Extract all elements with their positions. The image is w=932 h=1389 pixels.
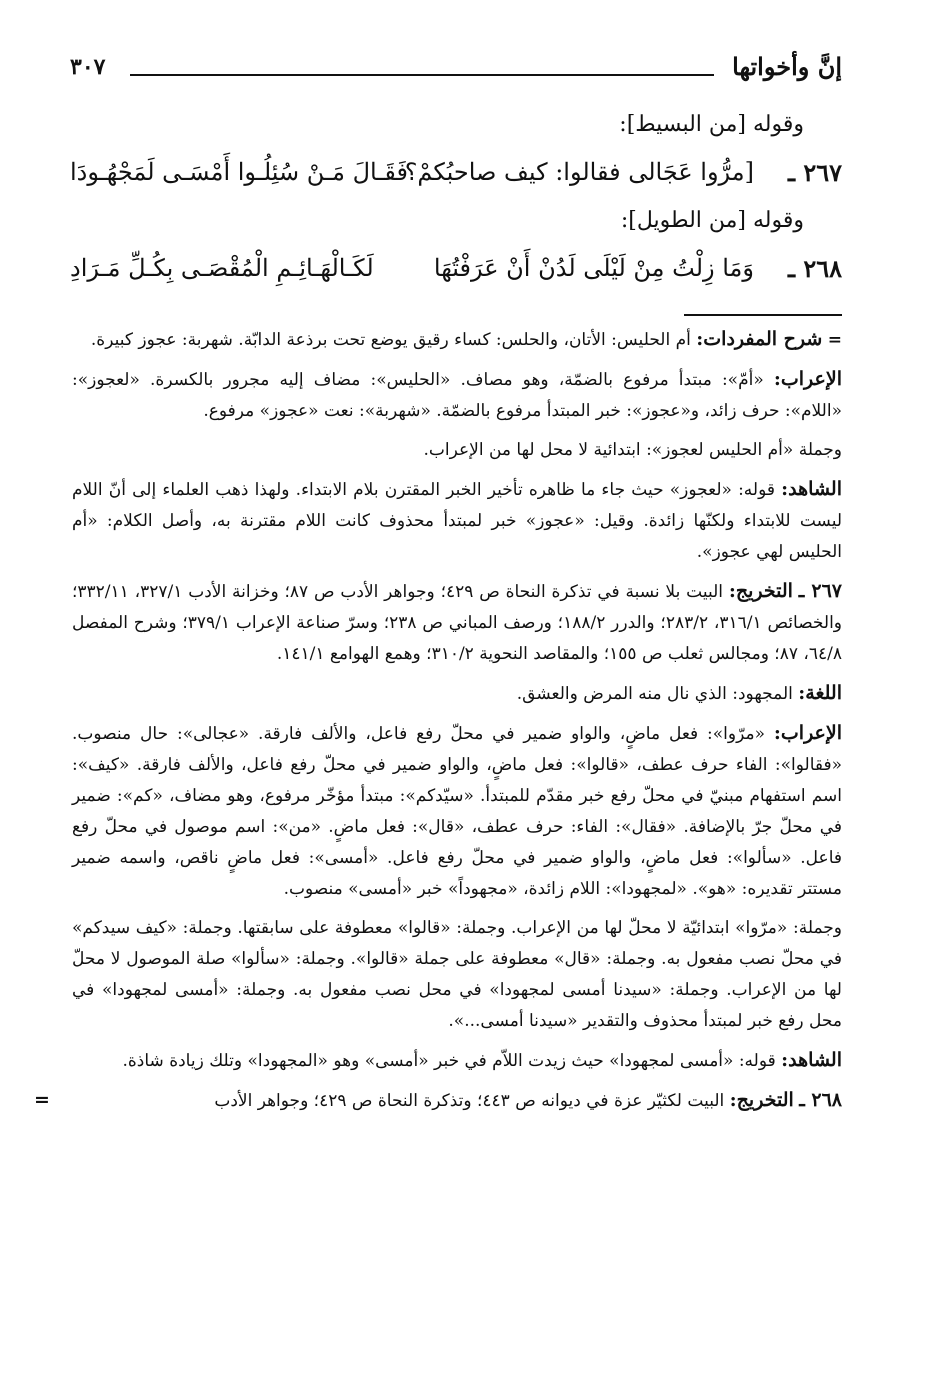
note-heading: الإعراب:	[773, 722, 843, 744]
note-text: البيت لكثيّر عزة في ديوانه ص ٤٤٣؛ وتذكرة النحاة ص ٤٢٩؛ وجواهر الأدب	[214, 1091, 725, 1111]
note-jumla-2: وجملة: «مرّوا» ابتدائيّة لا محلّ لها من الإعراب. وجملة: «قالوا» معطوفة على سابقتها. وجملة: «كيف سيدكم» في محلّ نصب مفعول به. وجملة: «قال» معطوفة على جملة «قالوا». وجملة: «سألوا» صلة الموصول لا محلّ لها من الإعراب. وجملة: «سيدنا أمسى لمجهودا» في محل نصب مفعول به. وجملة: «أمسى لمجهودا» في محل رفع خبر لمبتدأ محذوف والتقدير «سيدنا أمسى...».	[72, 918, 842, 1031]
note-shahid-1	[72, 474, 842, 568]
header-rule	[130, 74, 714, 76]
note-text: البيت بلا نسبة في تذكرة النحاة ص ٤٢٩؛ وجواهر الأدب ص ٨٧؛ وخزانة الأدب ٣٢٧/١، ٣٣٢/١١؛ والخصائص ٣١٦/١، ٢٨٣/٢؛ والدرر ١٨٨/٢؛ ورصف المباني ص ٢٣٨؛ وسرّ صناعة الإعراب ٣٧٩/١؛ وشرح المفصل ٦٤/٨، ٨٧؛ ومجالس ثعلب ص ١٥٥؛ والمقاصد النحوية ٣١٠/٢؛ وهمع الهوامع ١٤١/١.	[72, 582, 843, 664]
verse-first-hemistich: وَمَا زِلْتُ مِنْ لَيْلَى لَدُنْ أَنْ عَرَفْتُهَا	[433, 254, 754, 282]
verse-second-hemistich: فَقَـالَ مَـنْ سُئِلُـوا أَمْسَـى لَمَجْهُـودَا	[70, 158, 408, 186]
note-heading: التخريج:	[729, 1089, 794, 1111]
note-takhrij-267	[72, 576, 842, 670]
note-number: ٢٦٨ ـ	[799, 1089, 842, 1111]
note-mufradat	[72, 324, 842, 356]
continuation-mark: =	[827, 330, 842, 350]
verse-number: ٢٦٨ ـ	[787, 254, 842, 283]
note-heading: شرح المفردات:	[696, 328, 823, 350]
note-text: «مرّوا»: فعل ماضٍ، والواو ضمير في محلّ رفع فاعل، والألف فارقة. «عجالى»: حال منصوب. «فقالوا»: الفاء حرف عطف، «قالوا»: فعل ماضٍ، والواو ضمير في محلّ رفع فاعل، والألف فارقة. «كيف»: اسم استفهام مبنيّ في محلّ رفع خبر مقدّم للمبتدأ. «سيّدكم»: مبتدأ مؤخّر مرفوع، وهو مضاف، «كم»: ضمير في محلّ جرّ بالإضافة. «فقال»: الفاء: حرف عطف، «قال»: فعل ماضٍ. «من»: اسم موصول في محلّ رفع فاعل. «سألوا»: فعل ماضٍ، والواو ضمير في محلّ رفع فاعل. «أمسى»: فعل ماضٍ ناقص، واسمه ضمير مستتر تقديره: «هو». «لمجهودا»: اللام زائدة، «مجهوداً» خبر «أمسى» منصوب.	[72, 724, 842, 899]
verse-intro-268: وقوله [من الطويل]:	[620, 208, 804, 233]
note-heading: التخريج:	[728, 580, 793, 602]
note-text: قوله: «أمسى لمجهودا» حيث زيدت اللاّم في خبر «أمسى» وهو «المجهودا» وتلك زيادة شاذة.	[122, 1051, 776, 1071]
note-takhrij-268	[34, 1085, 842, 1117]
verse-number: ٢٦٧ ـ	[787, 158, 842, 187]
note-text: قوله: «لعجوز» حيث جاء ما ظاهره تأخير الخبر المقترن بلام الابتداء. ولهذا ذهب العلماء إلى أنّ اللام ليست للابتداء ولكنّها زائدة. وقيل: «عجوز» خبر لمبتدأ محذوف كانت اللام مقترنة به، وأصل الكلام: «أم الحليس لهي عجوز».	[72, 480, 842, 562]
note-heading: اللغة:	[798, 682, 842, 704]
running-title: إنَّ وأخواتها	[732, 52, 842, 81]
note-heading: الشاهد:	[781, 478, 842, 500]
page-number: ٣٠٧	[70, 54, 106, 80]
verse-intro-267: وقوله [من البسيط]:	[619, 112, 804, 137]
footnote-rule	[684, 314, 842, 316]
note-heading: الإعراب:	[773, 368, 842, 390]
verse-first-hemistich: [مرُّوا عَجَالى فقالوا: كيف صاحبُكمْ؟	[404, 158, 754, 186]
note-heading: الشاهد:	[781, 1049, 842, 1071]
page-header	[70, 48, 842, 88]
continuation-mark: =	[34, 1089, 50, 1111]
verse-268	[70, 254, 842, 294]
footnotes	[34, 324, 843, 1125]
note-number: ٢٦٧ ـ	[798, 580, 843, 602]
verse-second-hemistich: لَكَـالْهَـائِـمِ الْمُقْصَـى بِكُـلِّ مَـرَادِ	[70, 254, 374, 282]
note-text: «أمّ»: مبتدأ مرفوع بالضمّة، وهو مصاف. «الحليس»: مضاف إليه مجرور بالكسرة. «لعجوز»: «اللام»: حرف زائد، و«عجوز»: خبر المبتدأ مرفوع بالضمّة. «شهربة»: نعت «عجوز» مرفوع.	[72, 370, 842, 421]
verse-267	[70, 158, 842, 198]
note-shahid-2	[72, 1045, 842, 1077]
note-irab-1	[72, 364, 842, 427]
note-lugha	[72, 678, 842, 710]
note-text: أم الحليس: الأتان، والحلس: كساء رقيق يوضع تحت برذعة الدابّة. شهربة: عجوز كبيرة.	[90, 330, 691, 350]
note-irab-2	[72, 718, 842, 905]
note-text: المجهود: الذي نال منه المرض والعشق.	[516, 684, 793, 704]
note-jumla-1: وجملة «أم الحليس لعجوز»: ابتدائية لا محل لها من الإعراب.	[423, 440, 842, 460]
